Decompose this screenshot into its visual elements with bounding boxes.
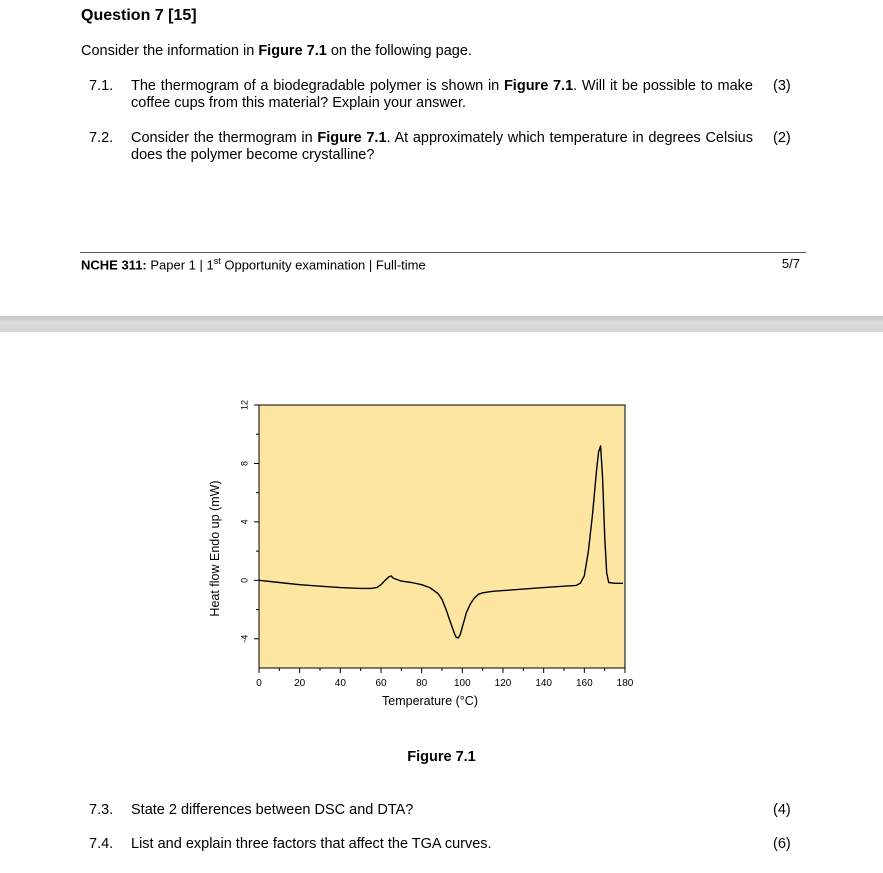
question-intro [81, 43, 472, 59]
item-text [131, 78, 753, 112]
x-tick-label: 100 [453, 678, 471, 689]
y-axis-label: Heat flow Endo up (mW) [208, 480, 222, 617]
y-tick-label: 12 [239, 399, 250, 411]
item-number: 7.1. [89, 78, 114, 94]
item-text: List and explain three factors that affect the TGA curves. [131, 836, 492, 852]
x-tick-label: 160 [575, 678, 593, 689]
item-marks: (2) [773, 130, 791, 146]
x-tick-label: 60 [375, 678, 387, 689]
footer-course [81, 256, 426, 272]
x-tick-label: 120 [494, 678, 512, 689]
x-tick-label: 140 [535, 678, 553, 689]
footer-paper: Paper 1 | 1 [146, 257, 214, 273]
footer-page-number: 5/7 [781, 256, 800, 271]
item-marks: (4) [773, 802, 791, 818]
item-number: 7.4. [89, 836, 114, 852]
intro-text-end: on the following page. [326, 43, 472, 59]
plot-area [259, 405, 625, 668]
question-title: Question 7 [15] [81, 7, 197, 24]
y-tick-label: 8 [239, 460, 250, 466]
x-axis-label: Temperature (°C) [382, 694, 478, 708]
x-tick-label: 40 [334, 678, 346, 689]
page-5 [0, 0, 883, 316]
item-text-part: The thermogram of a biodegradable polymer is shown in [131, 78, 504, 94]
item-number: 7.3. [89, 802, 114, 818]
footer-divider [80, 252, 806, 253]
item-number: 7.2. [89, 130, 114, 146]
item-marks: (3) [773, 78, 791, 94]
intro-figure-ref: Figure 7.1 [258, 43, 327, 59]
item-figure-ref: Figure 7.1 [317, 130, 387, 146]
page-separator [0, 316, 883, 332]
y-tick-label: -4 [239, 634, 250, 643]
y-tick-label: 4 [239, 519, 250, 525]
item-text-part: . Will it be possible to make coffee cups from this material? Explain your answer. [131, 78, 753, 111]
item-text-part: Consider the thermogram in [131, 130, 318, 146]
x-tick-label: 0 [256, 678, 262, 689]
footer-course-code: NCHE 311: [81, 257, 147, 273]
y-tick-label: 0 [239, 577, 250, 583]
thermogram-chart [195, 390, 640, 720]
item-text [131, 130, 753, 164]
item-figure-ref: Figure 7.1 [503, 78, 574, 94]
x-tick-label: 20 [294, 678, 306, 689]
item-text: State 2 differences between DSC and DTA? [131, 802, 414, 818]
x-tick-label: 80 [416, 678, 428, 689]
item-marks: (6) [773, 836, 791, 852]
footer-exam: Opportunity examination | Full-time [220, 257, 426, 273]
intro-text: Consider the information in [81, 43, 259, 59]
footer-sup: st [213, 256, 221, 266]
item-text-part: . At approximately which temperature in degrees Celsius does the polymer become crystalline? [131, 130, 753, 163]
x-tick-label: 180 [616, 678, 634, 689]
figure-caption: Figure 7.1 [407, 749, 476, 765]
